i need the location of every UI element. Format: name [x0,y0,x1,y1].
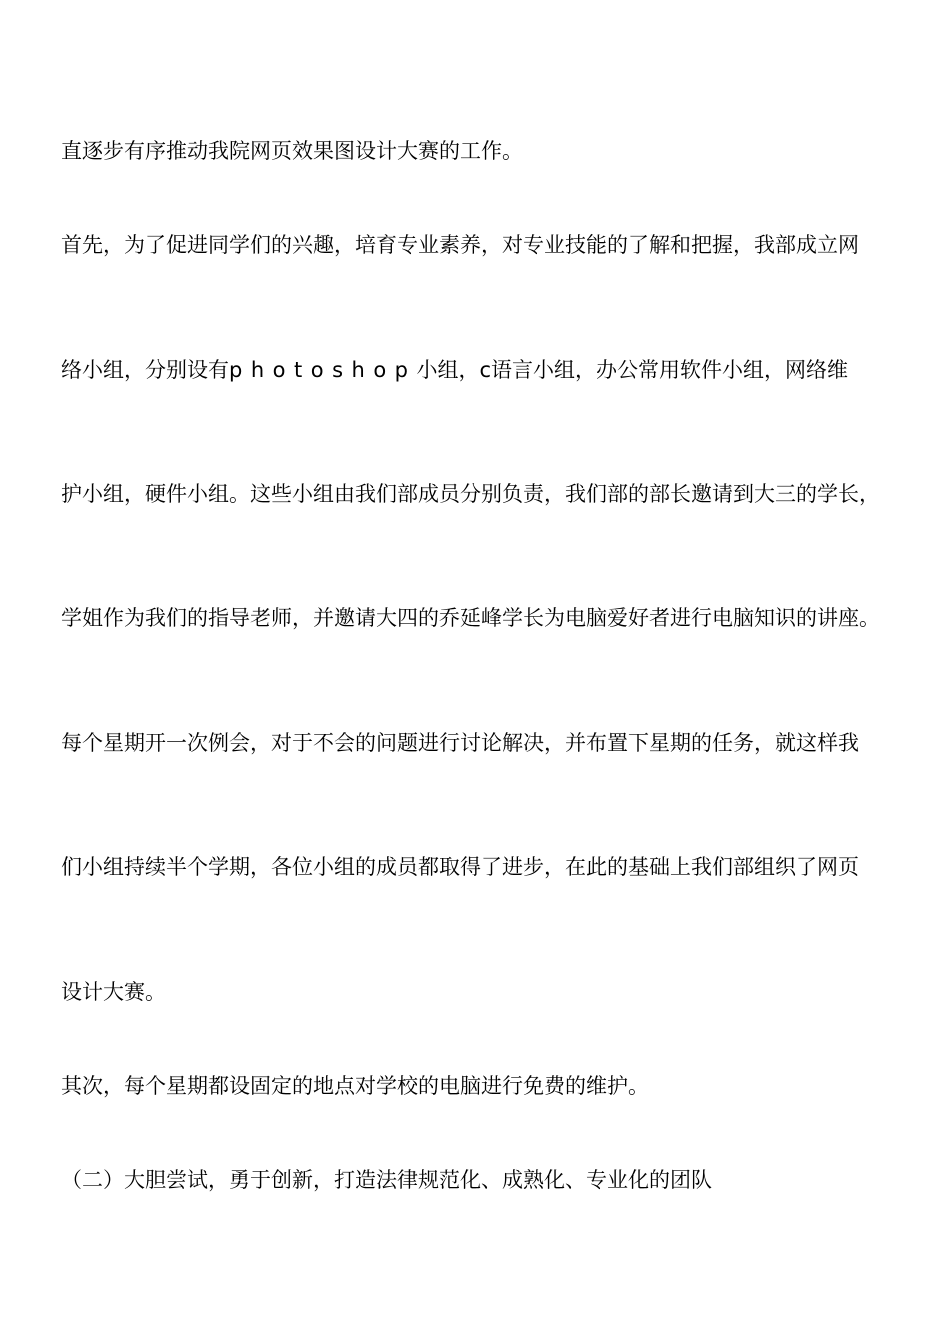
paragraph-line: 们小组持续半个学期，各位小组的成员都取得了进步，在此的基础上我们部组织了网页 [61,855,859,879]
software-name: photoshop [229,358,417,382]
paragraph-line [61,357,848,383]
text-segment: 络小组，分别设有 [61,358,229,382]
paragraph-line: 其次，每个星期都设固定的地点对学校的电脑进行免费的维护。 [61,1074,649,1098]
paragraph-line: 设计大赛。 [61,980,166,1004]
paragraph-line: 学姐作为我们的指导老师，并邀请大四的乔延峰学长为电脑爱好者进行电脑知识的讲座。 [61,606,880,630]
paragraph-line: 首先，为了促进同学们的兴趣，培育专业素养，对专业技能的了解和把握，我部成立网 [61,233,859,257]
section-heading: （二）大胆尝试，勇于创新，打造法律规范化、成熟化、专业化的团队 [61,1168,712,1192]
paragraph-line: 直逐步有序推动我院网页效果图设计大赛的工作。 [61,139,523,163]
paragraph-line: 每个星期开一次例会，对于不会的问题进行讨论解决，并布置下星期的任务，就这样我 [61,731,859,755]
paragraph-line: 护小组，硬件小组。这些小组由我们部成员分别负责，我们部的部长邀请到大三的学长， [61,482,880,506]
text-segment: 小组，c语言小组，办公常用软件小组，网络维 [416,358,849,382]
